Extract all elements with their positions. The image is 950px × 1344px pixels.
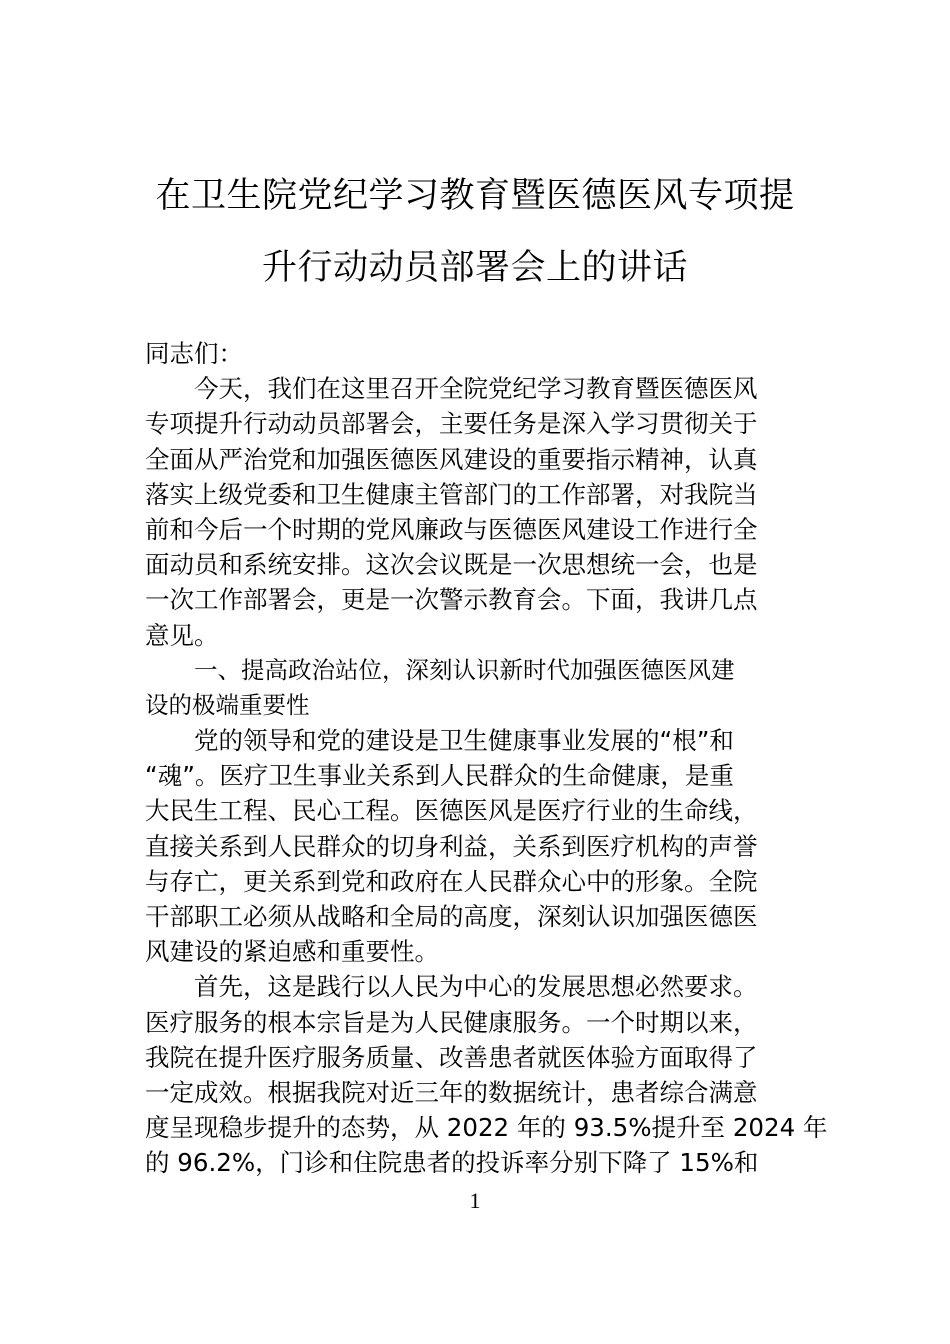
title-line-1: 在卫生院党纪学习教育暨医德医风专项提	[155, 176, 795, 216]
paragraph-party-leadership	[145, 723, 807, 969]
paragraph-line: 风建设的紧迫感和重要性。	[145, 937, 439, 967]
paragraph-line: 与存亡，更关系到党和政府在人民群众心中的形象。全院	[145, 866, 758, 896]
paragraph-line: “魂”。医疗卫生事业关系到人民群众的生命健康，是重	[145, 761, 734, 791]
page-number: 1	[469, 1188, 481, 1213]
heading-line: 设的极端重要性	[145, 690, 310, 719]
paragraph-intro	[145, 371, 807, 653]
paragraph-line: 首先，这是践行以人民为中心的发展思想必然要求。	[194, 972, 758, 1002]
paragraph-line: 一定成效。根据我院对近三年的数据统计，患者综合满意	[145, 1077, 758, 1107]
section-heading-1	[145, 653, 807, 723]
paragraph-line: 今天，我们在这里召开全院党纪学习教育暨医德医风	[194, 374, 758, 404]
paragraph-line: 的 96.2%，门诊和住院患者的投诉率分别下降了 15%和	[145, 1148, 759, 1178]
paragraph-line: 大民生工程、民心工程。医德医风是医疗行业的生命线，	[145, 796, 758, 826]
paragraph-line: 全面从严治党和加强医德医风建设的重要指示精神，认真	[145, 444, 758, 474]
paragraph-line: 专项提升行动动员部署会，主要任务是深入学习贯彻关于	[145, 409, 758, 439]
paragraph-line: 医疗服务的根本宗旨是为人民健康服务。一个时期以来，	[145, 1007, 758, 1037]
paragraph-first-point	[145, 969, 828, 1180]
paragraph-line: 我院在提升医疗服务质量、改善患者就医体验方面取得了	[145, 1042, 758, 1072]
paragraph-line: 度呈现稳步提升的态势，从 2022 年的 93.5%提升至 2024 年	[145, 1113, 828, 1143]
heading-line: 一、提高政治站位，深刻认识新时代加强医德医风建	[194, 655, 735, 684]
paragraph-line: 落实上级党委和卫生健康主管部门的工作部署，对我院当	[145, 479, 758, 509]
paragraph-line: 党的领导和党的建设是卫生健康事业发展的“根”和	[194, 726, 734, 756]
paragraph-line: 干部职工必须从战略和全局的高度，深刻认识加强医德医	[145, 902, 758, 931]
title-line-2: 升行动动员部署会上的讲话	[261, 248, 688, 288]
paragraph-line: 一次工作部署会，更是一次警示教育会。下面，我讲几点	[145, 585, 758, 615]
salutation: 同志们：	[145, 339, 243, 368]
paragraph-line: 直接关系到人民群众的切身利益，关系到医疗机构的声誉	[145, 831, 758, 861]
paragraph-line: 意见。	[145, 620, 219, 650]
paragraph-line: 面动员和系统安排。这次会议既是一次思想统一会，也是	[145, 550, 758, 580]
document-title	[145, 160, 805, 304]
paragraph-line: 前和今后一个时期的党风廉政与医德医风建设工作进行全	[145, 514, 758, 544]
document-body	[145, 336, 828, 1181]
